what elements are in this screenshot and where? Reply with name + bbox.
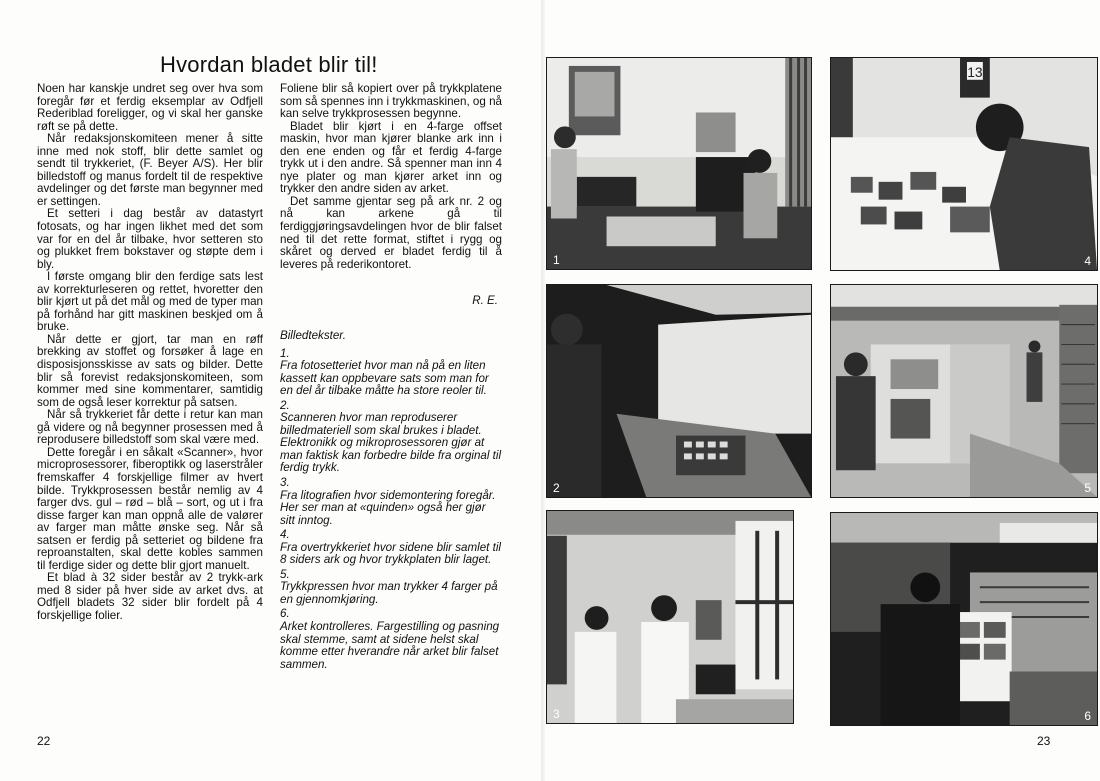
caption-text: Arket kontrolleres. Fargestilling og pasning skal stemme, samt at sidene helst skal komme etter hverandre når arket blir falset sammen.	[280, 620, 500, 671]
paragraph: Når redaksjonskomiteen mener å sitte inne med nok stoff, blir dette samlet og sendt til trykkeriet, (F. Beyer A/S). Her blir billedstoff og manus fordelt til de respektive avdelinger og det første man begynner med er settingen.	[37, 132, 263, 208]
paragraph: Foliene blir så kopiert over på trykkplatene som så spennes inn i trykkmaskinen, og nå kan selve trykkprosessen begynne.	[280, 82, 502, 121]
captions-heading: Billedtekster.	[280, 329, 346, 342]
photo-number: 6	[1084, 709, 1091, 723]
photo-number: 1	[553, 253, 560, 267]
photo-number: 4	[1084, 254, 1091, 268]
photo-captions	[280, 330, 502, 671]
caption-number: 3.	[280, 476, 290, 490]
caption-text: Fra litografien hvor sidemontering foregår. Her ser man at «quinden» også her gjør sitt inntog.	[280, 488, 496, 527]
paragraph: Noen har kanskje undret seg over hva som foregår før et ferdig eksemplar av Odfjell Rederiblad foreligger, og vi skal her ganske røft se på dette.	[37, 82, 263, 133]
photo-number: 5	[1084, 481, 1091, 495]
page-number-left: 22	[37, 734, 51, 748]
paragraph: I første omgang blir den ferdige sats lest av korrekturleseren og rettet, hvoretter den blir kjørt ut på det mål og med de typer man på forhånd har gitt maskinen beskjed om å bruke.	[37, 270, 263, 334]
paragraph: Når så trykkeriet får dette i retur kan man gå videre og nå begynner prosessen med å reprodusere billedstoff som skal være med.	[37, 408, 263, 447]
caption-text: Fra fotosetteriet hvor man nå på en liten kassett kan oppbevare sats som man for en del år tilbake måtte ha store reoler til.	[280, 359, 489, 398]
paragraph: Et blad à 32 sider består av 2 trykk-ark med 8 sider på hver side av arket dvs. at Odfjell bladets 32 sider blir fordelt på 4 forskjellige folier.	[37, 571, 263, 622]
caption-text: Fra overtrykkeriet hvor sidene blir samlet til 8 siders ark og hvor trykkplaten blir laget.	[280, 540, 501, 567]
paragraph: Dette foregår i en såkalt «Scanner», hvor microprosessorer, fiberoptikk og laserstråler fremskaffer 4 forskjellige filmer av hvert bilde. Trykkprosessen består nemlig av 4 farger dvs. gul – rød – blå – sort, og ut i fra disse farger kan man oppnå alle de valører av farger man måtte ønske seg. Når så satsen er ferdig på setteriet og bildene fra reproanstalten, skal dette kobles sammen til ferdige sider og dette blir gjort manuelt.	[37, 445, 263, 572]
paragraph: Bladet blir kjørt i en 4-farge offset maskin, hvor man kjører blanke ark inn i den ene enden og får et ferdig 4-farge trykk ut i den andre. Så spenner man inn 4 nye plater og man kjører arket inn og trykker den andre siden av arket.	[280, 119, 502, 196]
photo-number: 2	[553, 481, 560, 495]
photo-sheet-inspection	[830, 512, 1098, 726]
photo-typesetting-room	[546, 57, 812, 270]
paragraph: Det samme gjentar seg på ark nr. 2 og nå kan arkene gå til ferdiggjøringsavdelingen hvor de blir falset ned til det rette format, stiftet i rygg og skåret og derved er bladet ferdig til å leveres på rederikontoret.	[280, 194, 502, 271]
paragraph: Når dette er gjort, tar man en røff brekking av stoffet og forsøker å lage en disposisjonsskisse av sats og bilder. Dette blir så forevist redaksjonskomiteen, som kommer med sine kommentarer, samtidig som de også leser korrektur på satsen.	[37, 332, 263, 409]
photo-lithography	[546, 510, 794, 724]
photo-plate-making	[830, 57, 1098, 271]
caption-number: 4.	[280, 528, 290, 542]
article-title: Hvordan bladet blir til!	[160, 52, 378, 77]
caption-number: 2.	[280, 398, 290, 412]
caption-text: Scanneren hvor man reproduserer billedmateriell som skal brukes i bladet. Elektronikk og mikroprosessoren gjør at man faktisk kan forbedre bilde fra orginal til ferdig trykk.	[280, 411, 502, 475]
text-column-1	[37, 83, 263, 623]
caption-text: Trykkpressen hvor man trykker 4 farger på en gjennomkjøring.	[280, 580, 498, 606]
page-gutter	[541, 0, 545, 781]
photo-printing-press	[830, 284, 1098, 498]
text-column-2	[280, 83, 502, 271]
photo-scanner	[546, 284, 812, 498]
caption-number: 6.	[280, 607, 290, 621]
paragraph: Et setteri i dag består av datastyrt fotosats, og har ingen likhet med det som var for en del år tilbake, hvor setteren sto og plukket frem bokstaver og støpte dem i bly.	[37, 207, 263, 271]
photo-number: 3	[553, 707, 560, 721]
page-number-right: 23	[1037, 734, 1051, 748]
author-signature: R. E.	[472, 294, 498, 307]
wall-sign-text: 13	[967, 63, 983, 80]
caption-number: 1.	[280, 346, 290, 360]
caption-number: 5.	[280, 567, 290, 581]
